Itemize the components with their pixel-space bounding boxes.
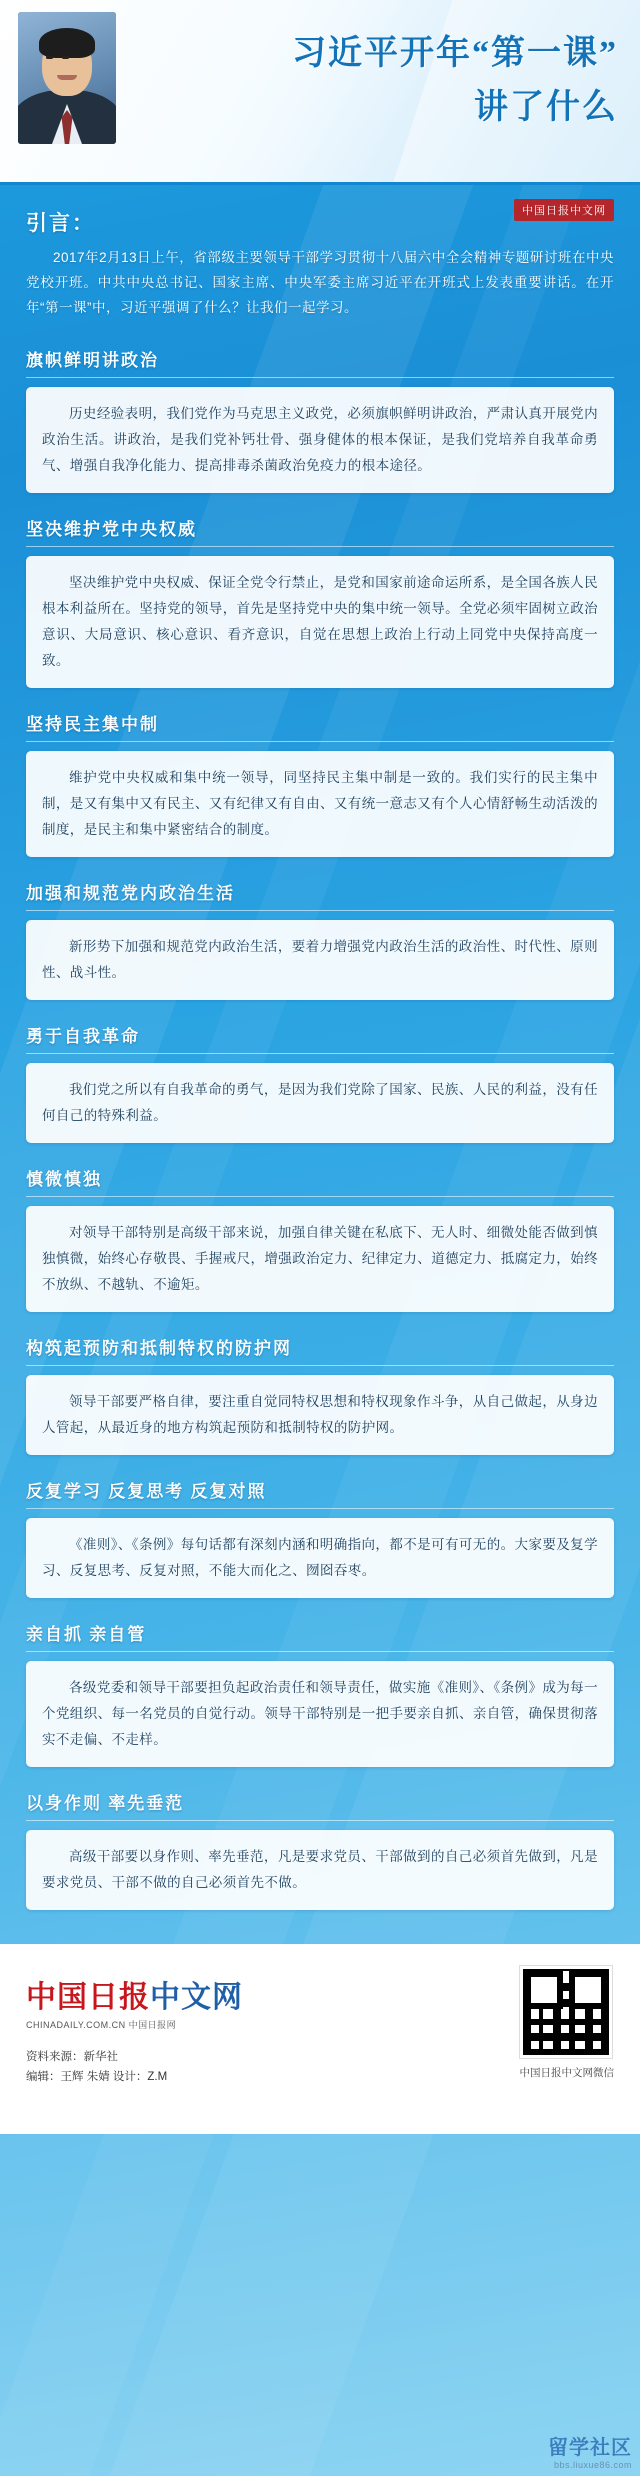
section-heading: 反复学习 反复思考 反复对照 xyxy=(26,1477,614,1509)
poster-header xyxy=(0,0,640,185)
section-body: 历史经验表明，我们党作为马克思主义政党，必须旗帜鲜明讲政治，严肃认真开展党内政治生活。讲政治，是我们党补钙壮骨、强身健体的根本保证，是我们党培养自我革命勇气、增强自我净化能力、提高排毒杀菌政治免疫力的根本途径。 xyxy=(26,387,614,493)
section xyxy=(26,1789,614,1910)
portrait-photo xyxy=(18,12,116,144)
section-body: 对领导干部特别是高级干部来说，加强自律关键在私底下、无人时、细微处能否做到慎独慎微，始终心存敬畏、手握戒尺，增强政治定力、纪律定力、道德定力、抵腐定力，始终不放纵、不越轨、不逾矩。 xyxy=(26,1206,614,1312)
portrait-eye-right xyxy=(62,56,69,59)
credits xyxy=(26,2047,243,2087)
section xyxy=(26,1620,614,1767)
title-line-2: 讲了什么 xyxy=(474,89,618,126)
section-body: 我们党之所以有自我革命的勇气，是因为我们党除了国家、民族、人民的利益，没有任何自己的特殊利益。 xyxy=(26,1063,614,1143)
section xyxy=(26,1334,614,1455)
lead-title: 引言： xyxy=(26,211,95,235)
section-heading: 旗帜鲜明讲政治 xyxy=(26,346,614,378)
section xyxy=(26,710,614,857)
section xyxy=(26,1477,614,1598)
section-body: 新形势下加强和规范党内政治生活，要着力增强党内政治生活的政治性、时代性、原则性、战斗性。 xyxy=(26,920,614,1000)
qr-caption: 中国日报中文网微信 xyxy=(519,2067,614,2079)
lead-text: 2017年2月13日上午，省部级主要领导干部学习贯彻十八届六中全会精神专题研讨班在中央党校开班。中共中央总书记、国家主席、中央军委主席习近平在开班式上发表重要讲话。在开年“第一课”中，习近平强调了什么？让我们一起学习。 xyxy=(26,250,614,315)
logo-text xyxy=(26,1972,243,2016)
section-heading: 坚持民主集中制 xyxy=(26,710,614,742)
section xyxy=(26,515,614,688)
section-heading: 勇于自我革命 xyxy=(26,1022,614,1054)
section-body: 领导干部要严格自律，要注重自觉同特权思想和特权现象作斗争，从自己做起，从身边人管起，从最近身的地方构筑起预防和抵制特权的防护网。 xyxy=(26,1375,614,1455)
watermark xyxy=(548,2431,632,2470)
section-heading: 慎微慎独 xyxy=(26,1165,614,1197)
portrait-mouth xyxy=(57,75,77,80)
section-body: 维护党中央权威和集中统一领导，同坚持民主集中制是一致的。我们实行的民主集中制，是又有集中又有民主、又有纪律又有自由、又有统一意志又有个人心情舒畅生动活泼的制度，是民主和集中紧密结合的制度。 xyxy=(26,751,614,857)
section xyxy=(26,879,614,1000)
site-logo[interactable] xyxy=(26,1966,243,2087)
portrait-hair xyxy=(39,28,95,58)
section-body: 各级党委和领导干部要担负起政治责任和领导责任，做实施《准则》、《条例》成为每一个党组织、每一名党员的自觉行动。领导干部特别是一把手要亲自抓、亲自管，确保贯彻落实不走偏、不走样。 xyxy=(26,1661,614,1767)
editor-line: 编辑：王辉 朱婧 设计：Z.M xyxy=(26,2071,168,2083)
qr-code-icon[interactable] xyxy=(520,1966,612,2058)
poster-footer xyxy=(0,1944,640,2134)
page-title xyxy=(292,30,618,132)
source-line: 资料来源：新华社 xyxy=(26,2051,118,2063)
logo-text-red: 中国日报 xyxy=(26,1981,150,2014)
watermark-sub: bbs.liuxue86.com xyxy=(553,2460,632,2470)
section xyxy=(26,1165,614,1312)
section-body: 坚决维护党中央权威、保证全党令行禁止，是党和国家前途命运所系，是全国各族人民根本利益所在。坚持党的领导，首先是坚持党中央的集中统一领导。全党必须牢固树立政治意识、大局意识、核心意识、看齐意识，自觉在思想上政治上行动上同党中央保持高度一致。 xyxy=(26,556,614,688)
poster-content xyxy=(0,185,640,1910)
section xyxy=(26,1022,614,1143)
brand-badge: 中国日报中文网 xyxy=(514,199,614,221)
section-body: 《准则》、《条例》每句话都有深刻内涵和明确指向，都不是可有可无的。大家要及复学习、反复思考、反复对照，不能大而化之、囫囵吞枣。 xyxy=(26,1518,614,1598)
section-heading: 构筑起预防和抵制特权的防护网 xyxy=(26,1334,614,1366)
section-heading: 以身作则 率先垂范 xyxy=(26,1789,614,1821)
section xyxy=(26,346,614,493)
logo-text-blue: 中文网 xyxy=(150,1981,243,2014)
section-heading: 亲自抓 亲自管 xyxy=(26,1620,614,1652)
title-line-1: 习近平开年“第一课” xyxy=(292,35,618,72)
section-heading: 加强和规范党内政治生活 xyxy=(26,879,614,911)
portrait-eye-left xyxy=(46,56,53,59)
section-heading: 坚决维护党中央权威 xyxy=(26,515,614,547)
watermark-main: 留学社区 xyxy=(548,2437,632,2459)
logo-subtext: CHINADAILY.COM.CN 中国日报网 xyxy=(26,2020,177,2030)
section-body: 高级干部要以身作则、率先垂范，凡是要求党员、干部做到的自己必须首先做到，凡是要求党员、干部不做的自己必须首先不做。 xyxy=(26,1830,614,1910)
qr-block xyxy=(520,1966,615,2080)
